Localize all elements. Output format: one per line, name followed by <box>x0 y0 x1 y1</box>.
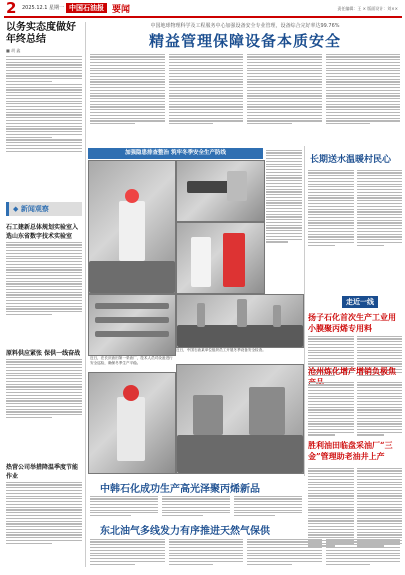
photo-caption-2: 近日，中国石油某单位组织员工开展冬季设备安全检查。 <box>176 348 266 352</box>
bottom-headline-1: 中韩石化成功生产高光泽聚丙烯新品 <box>100 484 260 495</box>
masthead <box>4 2 402 18</box>
bottom-headline-2: 东北油气多线发力有序推进天然气保供 <box>100 526 270 537</box>
main-headline: 精益管理保障设备本质安全 <box>148 32 341 50</box>
right-headline-1: 长期送水温暖村民心 <box>310 155 392 165</box>
column-divider-right <box>304 146 305 476</box>
left-brief-2-title: 原料供应紧张 保供一线奋战 <box>6 350 81 357</box>
right-headline-3: 沧州炼化增产增销负极焦 <box>308 366 396 376</box>
photo-feature-banner: 加强隐患排查整治 筑牢冬季安全生产防线 <box>88 148 263 159</box>
left-article-body <box>6 56 82 152</box>
right-headline-4: 胜利油田临盘采油厂“三金”管理助老油井上产 <box>308 440 393 461</box>
main-article-body <box>90 52 400 126</box>
photo-field-facility <box>176 364 304 474</box>
left-brief-2 <box>6 348 82 420</box>
left-brief-1-title: 石工建新总体规划实验室入选山东省数字技术实验室 <box>6 224 79 240</box>
photo-refinery-pipes <box>88 294 176 356</box>
main-kicker: 中国地球物理科学及工程服务中心加强设备安全专业管理，设备综合完好率达99.76% <box>150 23 340 29</box>
right-article-3-body <box>308 380 402 437</box>
right-article-1-body <box>308 168 402 247</box>
walk-frontline-tag: 走近一线 <box>342 296 378 308</box>
right-headline-2: 扬子石化首次生产工业用小膜聚丙烯专用料 <box>308 312 396 333</box>
paper-brand: 中国石油报 <box>66 3 107 13</box>
page-number: 2 <box>6 0 17 17</box>
column-divider <box>85 22 86 567</box>
left-brief-3-title: 热营公司举措降温季度节能作业 <box>6 464 79 480</box>
photo-caption-1: 近日，在长庆油田第一采油厂，技术人员对设备进行安全巡检，确保冬季生产平稳。 <box>90 356 173 365</box>
section-title: 要闻 <box>112 5 131 15</box>
left-brief-1 <box>6 222 82 317</box>
left-article-byline: ■ 胡 鑫 <box>6 48 21 53</box>
left-article-title: 以务实态度做好年终总结 <box>6 22 76 45</box>
right-article-4-body <box>308 466 402 548</box>
news-observation-tag: ◆ 新闻观察 <box>6 202 82 216</box>
issue-date: 2025.12.1 星期一 <box>22 5 65 11</box>
photo-industrial-site <box>176 294 304 348</box>
photo-winter-worker <box>88 372 176 474</box>
left-brief-3 <box>6 462 82 546</box>
photo-worker-inspection <box>88 160 176 294</box>
bottom-article-1-body <box>90 494 302 518</box>
photo-workers-meter <box>176 222 265 294</box>
editor-credits: 责任编辑：王 × 版面设计：刘×× <box>337 6 398 11</box>
photo-equipment-valve <box>176 160 265 222</box>
photo-side-text <box>266 148 302 244</box>
